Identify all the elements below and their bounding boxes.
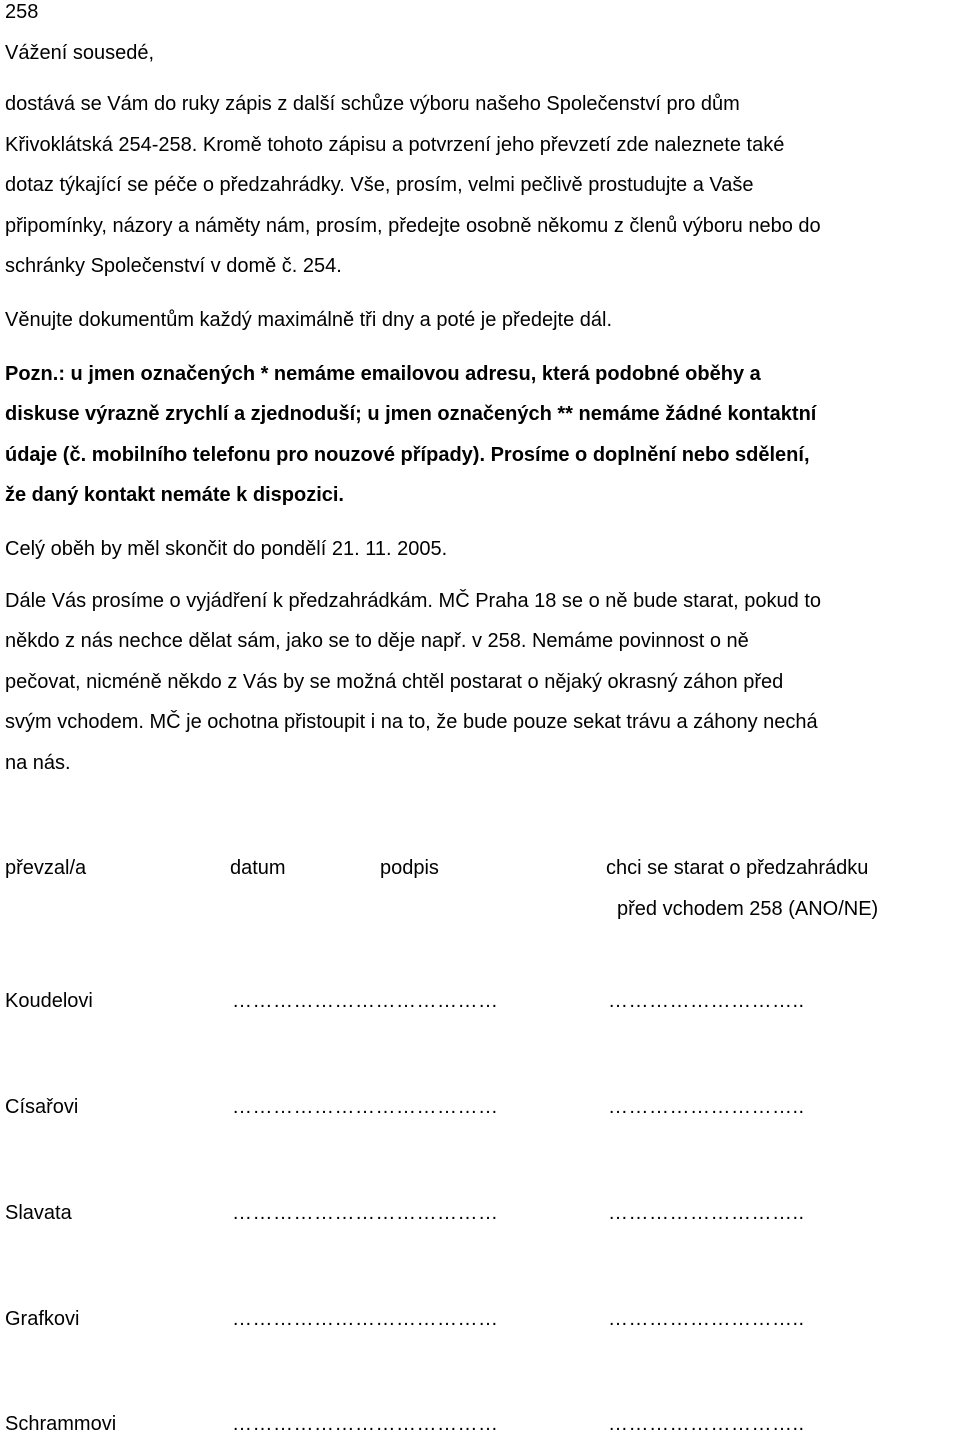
garden-line: svým vchodem. MČ je ochotna přistoupit i na to, že bude pouze sekat trávu a záhony nechá	[5, 711, 818, 733]
garden-dots: ………………………..	[608, 1096, 805, 1118]
header-garden-sub: před vchodem 258 (ANO/NE)	[617, 898, 879, 920]
garden-line: pečovat, nicméně někdo z Vás by se možná chtěl postarat o nějaký okrasný záhon před	[5, 671, 784, 693]
intro-line: schránky Společenství v domě č. 254.	[5, 255, 342, 277]
garden-dots: ………………………..	[608, 1413, 805, 1435]
page-number: 258	[5, 1, 39, 23]
signature-dots: …………………………………	[232, 1308, 499, 1330]
resident-name: Schrammovi	[5, 1413, 117, 1435]
resident-name: Grafkovi	[5, 1308, 80, 1330]
intro-line: dostává se Vám do ruky zápis z další schůze výboru našeho Společenství pro dům	[5, 93, 740, 115]
garden-dots: ………………………..	[608, 1308, 805, 1330]
signature-dots: …………………………………	[232, 1202, 499, 1224]
deadline-text: Celý oběh by měl skončit do pondělí 21. 11. 2005.	[5, 538, 448, 560]
header-received: převzal/a	[5, 857, 87, 879]
garden-dots: ………………………..	[608, 1202, 805, 1224]
header-signature: podpis	[380, 857, 439, 879]
intro-line: připomínky, názory a náměty nám, prosím, předejte osobně někomu z členů výboru nebo do	[5, 215, 821, 237]
greeting: Vážení sousedé,	[5, 42, 154, 64]
note-line: že daný kontakt nemáte k dispozici.	[5, 484, 344, 506]
garden-line: někdo z nás nechce dělat sám, jako se to děje např. v 258. Nemáme povinnost o ně	[5, 630, 749, 652]
resident-name: Slavata	[5, 1202, 72, 1224]
note-line: údaje (č. mobilního telefonu pro nouzové případy). Prosíme o doplnění nebo sdělení,	[5, 444, 810, 466]
intro-line: Křivoklátská 254-258. Kromě tohoto zápisu a potvrzení jeho převzetí zde naleznete také	[5, 134, 785, 156]
instruction-text: Věnujte dokumentům každý maximálně tři dny a poté je předejte dál.	[5, 309, 613, 331]
note-line: Pozn.: u jmen označených * nemáme emailovou adresu, která podobné oběhy a	[5, 363, 761, 385]
note-line: diskuse výrazně zrychlí a zjednoduší; u jmen označených ** nemáme žádné kontaktní	[5, 403, 817, 425]
resident-name: Císařovi	[5, 1096, 79, 1118]
header-date: datum	[230, 857, 286, 879]
garden-line: Dále Vás prosíme o vyjádření k předzahrádkám. MČ Praha 18 se o ně bude starat, pokud to	[5, 590, 821, 612]
signature-dots: …………………………………	[232, 1096, 499, 1118]
signature-dots: …………………………………	[232, 990, 499, 1012]
intro-line: dotaz týkající se péče o předzahrádky. Vše, prosím, velmi pečlivě prostudujte a Vaše	[5, 174, 754, 196]
garden-dots: ………………………..	[608, 990, 805, 1012]
header-garden: chci se starat o předzahrádku	[606, 857, 869, 879]
resident-name: Koudelovi	[5, 990, 93, 1012]
signature-dots: …………………………………	[232, 1413, 499, 1435]
garden-line: na nás.	[5, 752, 71, 774]
